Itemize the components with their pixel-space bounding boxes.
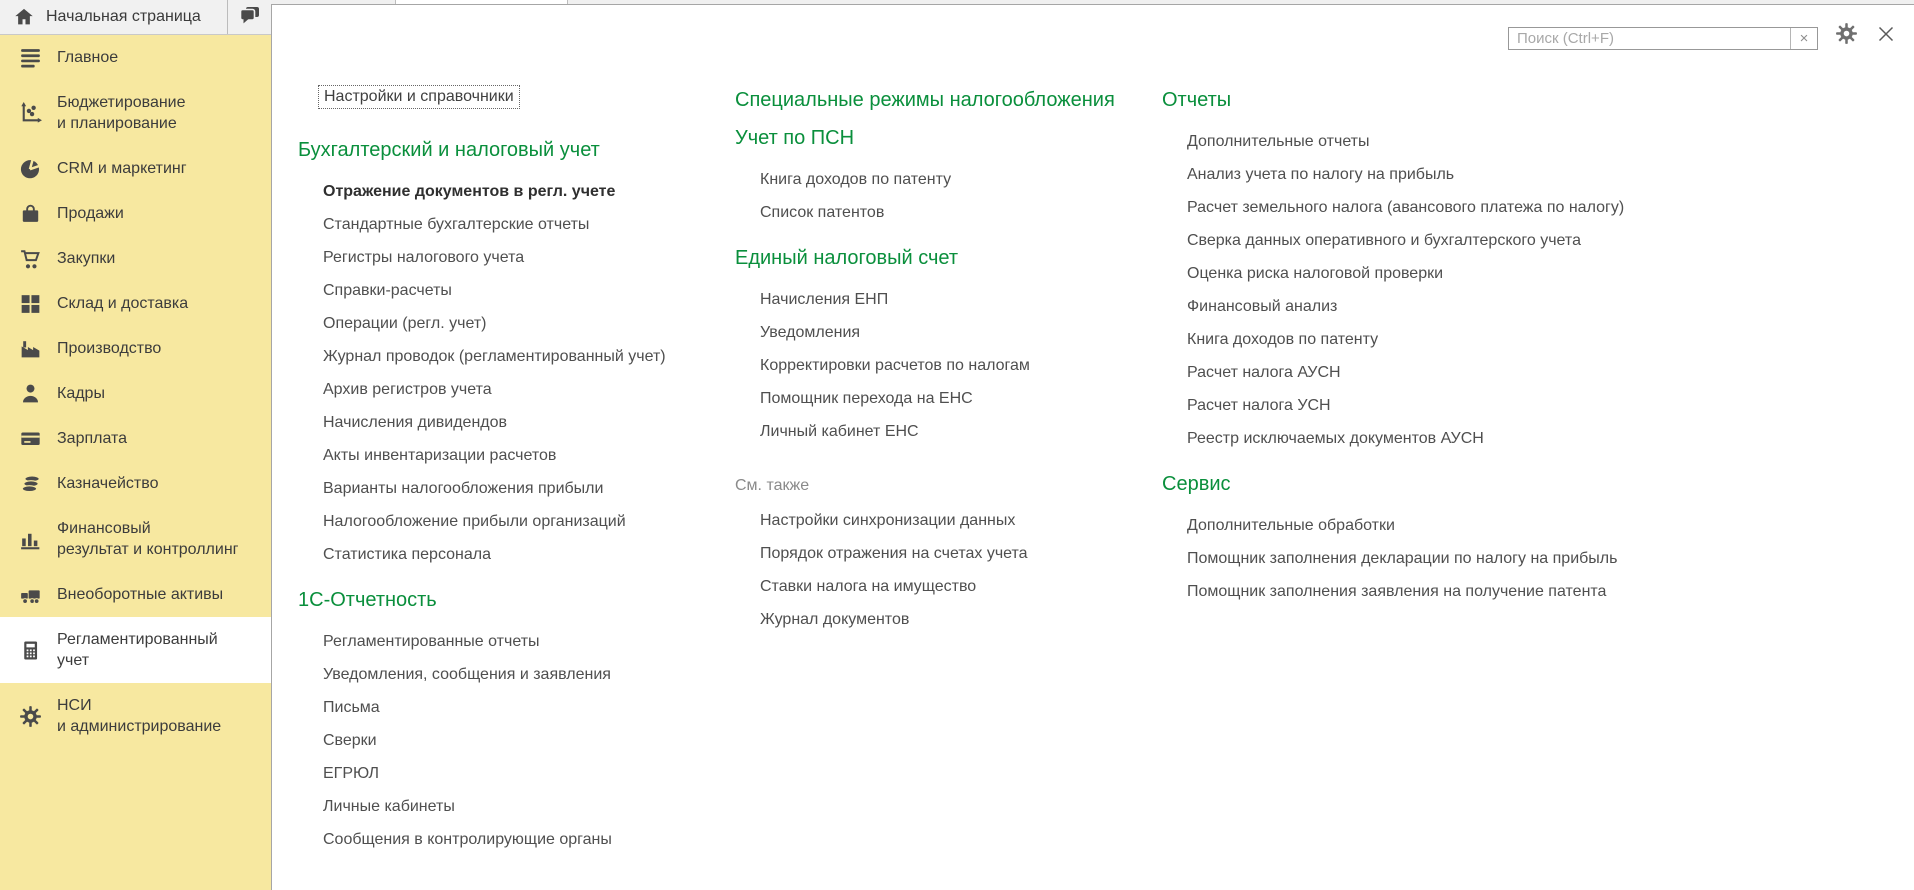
- menu-link[interactable]: Акты инвентаризации расчетов: [323, 446, 557, 464]
- sidebar-item-sales[interactable]: [0, 191, 271, 236]
- sidebar-item-budget[interactable]: [0, 80, 271, 146]
- menu-link[interactable]: Архив регистров учета: [323, 380, 492, 398]
- menu-link[interactable]: Настройки синхронизации данных: [760, 511, 1016, 529]
- section-header: 1С-Отчетность: [298, 589, 437, 611]
- sidebar-item-label: НСИ и администрирование: [57, 697, 222, 735]
- sidebar-item-label: Финансовый результат и контроллинг: [57, 520, 239, 558]
- treasury-icon: [17, 470, 44, 497]
- menu-link[interactable]: Сверка данных оперативного и бухгалтерского учета: [1187, 231, 1581, 249]
- menu-link[interactable]: Начисления ЕНП: [760, 290, 889, 308]
- menu-link[interactable]: Оценка риска налоговой проверки: [1187, 264, 1444, 282]
- menu-link[interactable]: Журнал проводок (регламентированный учет): [323, 347, 666, 365]
- sidebar-item-label: CRM и маркетинг: [57, 160, 187, 177]
- chat-bubbles-icon: [238, 3, 262, 32]
- menu-link[interactable]: Отражение документов в регл. учете: [323, 182, 616, 200]
- crm-icon: [17, 155, 44, 182]
- sidebar-item-glavnoe[interactable]: [0, 35, 271, 80]
- menu-link[interactable]: Расчет налога УСН: [1187, 396, 1331, 414]
- hr-icon: [17, 380, 44, 407]
- menu-link[interactable]: Финансовый анализ: [1187, 297, 1338, 315]
- menu-link[interactable]: Регистры налогового учета: [323, 248, 525, 266]
- sidebar-item-label: Бюджетирование и планирование: [57, 94, 186, 132]
- top-link[interactable]: Настройки и справочники: [318, 85, 520, 109]
- settings-gear-icon[interactable]: [1834, 21, 1860, 47]
- see-also-label: См. также: [735, 477, 810, 494]
- menu-link[interactable]: Реестр исключаемых документов АУСН: [1187, 429, 1484, 447]
- close-panel-icon[interactable]: [1876, 24, 1896, 44]
- budgeting-icon: [17, 100, 44, 127]
- section-header: Единый налоговый счет: [735, 247, 959, 269]
- menu-column-3: [1162, 5, 1782, 608]
- menu-link[interactable]: Начисления дивидендов: [323, 413, 508, 431]
- menu-link[interactable]: Помощник заполнения заявления на получение патента: [1187, 582, 1607, 600]
- sidebar-item-purchases[interactable]: [0, 236, 271, 281]
- home-icon: [13, 6, 35, 28]
- menu-link[interactable]: Список патентов: [760, 203, 885, 221]
- sidebar-item-label: Продажи: [57, 205, 124, 222]
- section-menu-panel: [271, 4, 1914, 890]
- sidebar-item-label: Производство: [57, 340, 162, 357]
- menu-link[interactable]: Письма: [323, 698, 380, 716]
- sidebar-item-nsi[interactable]: [0, 683, 271, 749]
- sidebar-item-label: Закупки: [57, 250, 116, 267]
- sidebar-item-salary[interactable]: [0, 416, 271, 461]
- search-input[interactable]: [1509, 28, 1790, 49]
- sidebar-item-production[interactable]: [0, 326, 271, 371]
- sidebar-item-warehouse[interactable]: [0, 281, 271, 326]
- discussions-button[interactable]: [228, 0, 271, 34]
- menu-link[interactable]: Уведомления: [760, 323, 861, 341]
- menu-link[interactable]: Дополнительные обработки: [1187, 516, 1395, 534]
- section-header: Учет по ПСН: [735, 127, 855, 149]
- sales-icon: [17, 200, 44, 227]
- warehouse-icon: [17, 290, 44, 317]
- menu-link[interactable]: Ставки налога на имущество: [760, 577, 977, 595]
- sidebar-item-label: Склад и доставка: [57, 295, 189, 312]
- menu-link[interactable]: Книга доходов по патенту: [1187, 330, 1379, 348]
- sidebar-item-crm[interactable]: [0, 146, 271, 191]
- menu-link[interactable]: Справки-расчеты: [323, 281, 452, 299]
- menu-link[interactable]: Корректировки расчетов по налогам: [760, 356, 1030, 374]
- salary-icon: [17, 425, 44, 452]
- sidebar-item-label: Казначейство: [57, 475, 159, 492]
- menu-link[interactable]: ЕГРЮЛ: [323, 764, 379, 782]
- sidebar-item-treasury[interactable]: [0, 461, 271, 506]
- menu-column-1: [298, 5, 738, 856]
- menu-link[interactable]: Журнал документов: [760, 610, 910, 628]
- sidebar-item-label: Кадры: [57, 385, 105, 402]
- sidebar-item-label: Регламентированный учет: [57, 631, 218, 669]
- menu-link[interactable]: Личные кабинеты: [323, 797, 455, 815]
- menu-link[interactable]: Статистика персонала: [323, 545, 491, 563]
- menu-link[interactable]: Варианты налогообложения прибыли: [323, 479, 604, 497]
- menu-link[interactable]: Помощник заполнения декларации по налогу на прибыль: [1187, 549, 1618, 567]
- finance-icon: [17, 526, 44, 553]
- section-header: Отчеты: [1162, 89, 1232, 111]
- menu-link[interactable]: Помощник перехода на ЕНС: [760, 389, 973, 407]
- main-menu-icon: [17, 44, 44, 71]
- sidebar-item-hr[interactable]: [0, 371, 271, 416]
- tab-home-page[interactable]: [0, 0, 228, 34]
- sidebar-item-label: Внеоборотные активы: [57, 586, 224, 603]
- menu-link[interactable]: Расчет налога АУСН: [1187, 363, 1341, 381]
- sidebar-item-regulated[interactable]: [0, 617, 271, 683]
- sidebar-item-label: Главное: [57, 49, 119, 66]
- menu-link[interactable]: Регламентированные отчеты: [323, 632, 540, 650]
- menu-link[interactable]: Операции (регл. учет): [323, 314, 487, 332]
- production-icon: [17, 335, 44, 362]
- menu-link[interactable]: Сверки: [323, 731, 377, 749]
- search-clear-button[interactable]: ×: [1790, 28, 1817, 49]
- assets-icon: [17, 581, 44, 608]
- menu-link[interactable]: Уведомления, сообщения и заявления: [323, 665, 611, 683]
- menu-link[interactable]: Книга доходов по патенту: [760, 170, 952, 188]
- menu-link[interactable]: Стандартные бухгалтерские отчеты: [323, 215, 590, 233]
- menu-link[interactable]: Порядок отражения на счетах учета: [760, 544, 1028, 562]
- purchases-icon: [17, 245, 44, 272]
- menu-link[interactable]: Личный кабинет ЕНС: [760, 422, 919, 440]
- sections-sidebar: [0, 35, 271, 890]
- menu-link[interactable]: Расчет земельного налога (авансового платежа по налогу): [1187, 198, 1625, 216]
- sidebar-item-label: Зарплата: [57, 430, 128, 447]
- sidebar-item-assets[interactable]: [0, 572, 271, 617]
- section-header: Сервис: [1162, 473, 1231, 495]
- menu-link[interactable]: Дополнительные отчеты: [1187, 132, 1370, 150]
- section-header: Специальные режимы налогообложения: [735, 89, 1115, 111]
- menu-link[interactable]: Анализ учета по налогу на прибыль: [1187, 165, 1455, 183]
- sidebar-item-finance[interactable]: [0, 506, 271, 572]
- search-box: [1508, 27, 1818, 50]
- tab-bar: [0, 0, 271, 35]
- menu-link[interactable]: Сообщения в контролирующие органы: [323, 830, 612, 848]
- admin-gear-icon: [17, 703, 44, 730]
- regulated-icon: [17, 637, 44, 664]
- menu-link[interactable]: Налогообложение прибыли организаций: [323, 512, 626, 530]
- menu-column-2: [735, 5, 1155, 636]
- section-header: Бухгалтерский и налоговый учет: [298, 139, 600, 161]
- tab-home-label: Начальная страница: [46, 8, 201, 25]
